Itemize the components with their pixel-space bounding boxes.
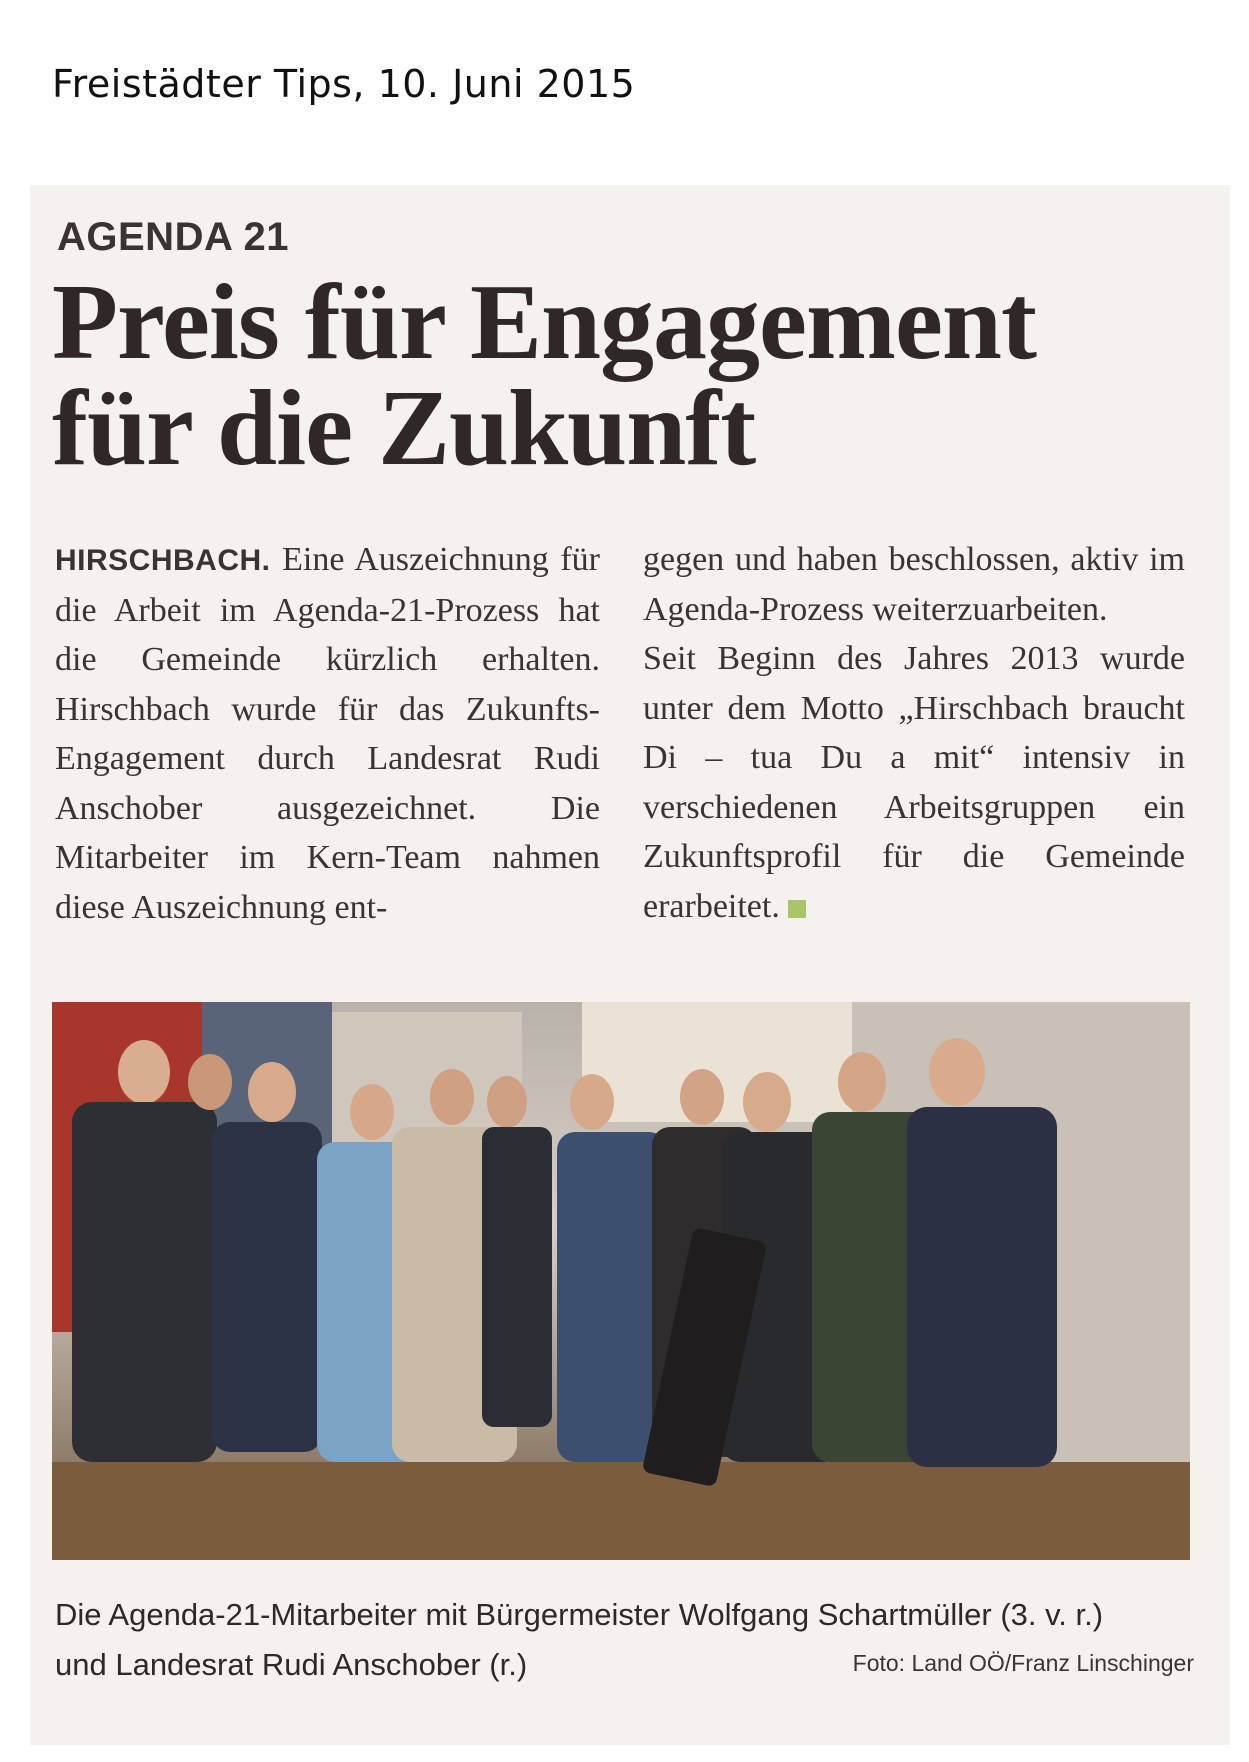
left-column-text: Eine Auszeichnung für die Arbeit im Agenda-21-Prozess hat die Gemeinde kürzlich erhalten. Hirschbach wurde für das Zukunfts-Engagement durch Landesrat Rudi Anschober ausgezeichnet. Die Mitarbeiter im Kern-Team nahmen diese Auszeichnung ent- [55,541,600,926]
group-photo [52,1002,1190,1560]
group-photo-illustration [52,1002,1190,1560]
floor [52,1462,1190,1560]
kicker: AGENDA 21 [57,215,289,259]
headline [52,263,1202,488]
right-column-paragraph-2: Seit Beginn des Jahres 2013 wurde unter dem Motto „Hirschbach braucht Di – tua Du a mit“ intensiv in verschiedenen Arbeitsgruppen ein Zukunftsprofil für die Gemeinde erarbeitet. [643,640,1185,925]
lead-place: HIRSCHBACH. [55,544,271,577]
right-column-paragraph-1: gegen und haben beschlossen, aktiv im Agenda-Prozess weiterzuarbeiten. [643,541,1185,628]
photo-credit: Foto: Land OÖ/Franz Linschinger [852,1650,1194,1676]
caption-line-1: Die Agenda-21-Mitarbeiter mit Bürgermeister Wolfgang Schartmüller (3. v. r.) [55,1597,1104,1632]
source-line: Freistädter Tips, 10. Juni 2015 [52,62,636,106]
article-column-right [643,535,1185,931]
headline-line-1: Preis für Engagement [52,263,1036,382]
headline-line-2: für die Zukunft [52,369,756,488]
article-column-left [55,535,600,932]
caption-line-2: und Landesrat Rudi Anschober (r.) [55,1647,528,1682]
end-mark-icon [788,900,806,918]
